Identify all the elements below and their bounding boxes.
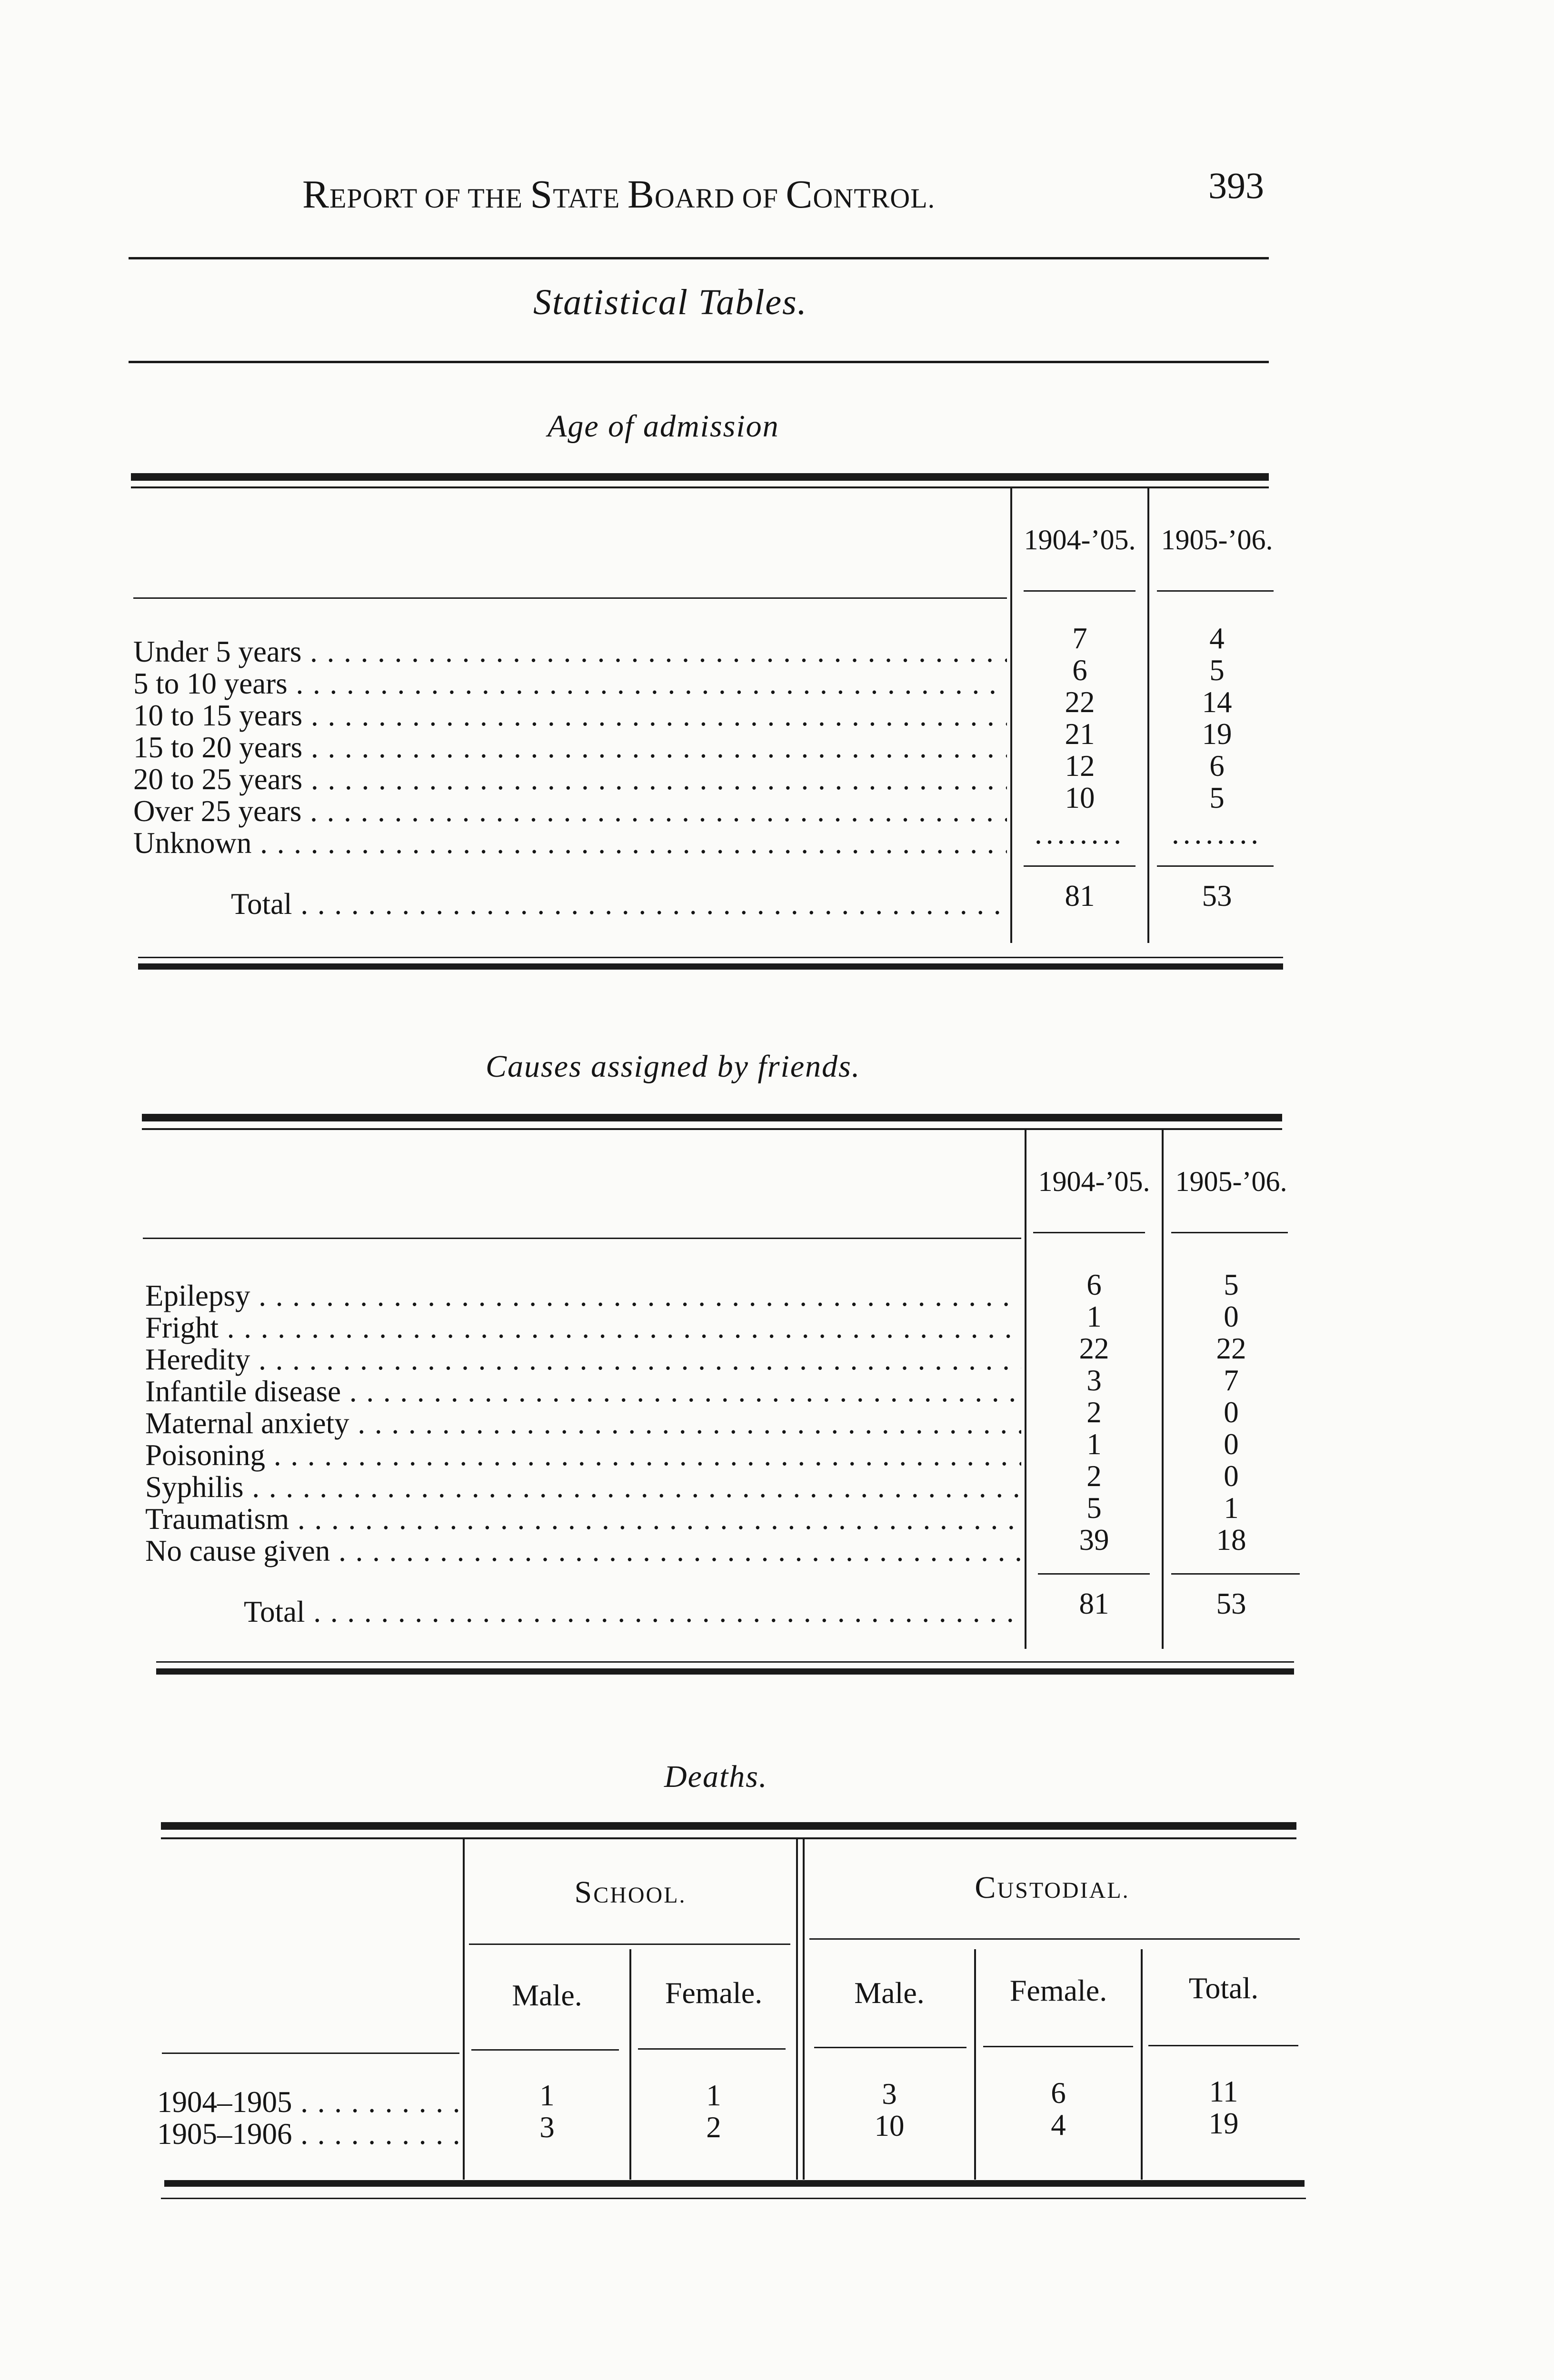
deaths-row-value: 3 xyxy=(539,2111,555,2144)
deaths-row-label: 1905–1906 . . . xyxy=(157,2118,462,2152)
causes-row-v2: 7 xyxy=(1224,1364,1239,1397)
deaths-group-custodial xyxy=(805,1870,1300,1906)
age-total-rule-c1 xyxy=(1024,865,1136,867)
deaths-row-label: 1904–1905 . . . xyxy=(157,2086,462,2120)
age-total-rule-c2 xyxy=(1157,865,1274,867)
age-row-label: 15 to 20 years . . . xyxy=(133,731,1007,765)
deaths-row-value: 2 xyxy=(706,2111,721,2144)
age-row-v1: 22 xyxy=(1065,685,1095,719)
causes-row-label: Fright . . . xyxy=(145,1311,1021,1346)
deaths-col-school-female: Female. xyxy=(665,1976,763,2010)
school-rest: CHOOL. xyxy=(593,1883,687,1908)
deaths-col-cust-female: Female. xyxy=(1009,1973,1107,2007)
causes-row-v2: 22 xyxy=(1216,1332,1246,1365)
deaths-row-value: 6 xyxy=(1051,2076,1066,2110)
age-table-bottom-thin xyxy=(138,957,1283,958)
header-initial-r: R xyxy=(302,172,330,217)
deaths-table-bottom-thin xyxy=(161,2198,1306,2199)
age-row-v2: 14 xyxy=(1202,685,1232,719)
deaths-table-rule-thin xyxy=(161,1837,1296,1839)
causes-total-v2: 53 xyxy=(1216,1587,1246,1620)
age-row-v2: 19 xyxy=(1202,717,1232,751)
causes-table-rule-thin xyxy=(142,1128,1282,1130)
age-total-label: Total . . . xyxy=(231,888,1007,922)
causes-row-label: Syphilis . . . xyxy=(145,1471,1021,1505)
deaths-custodial-under-rule xyxy=(809,1938,1300,1940)
causes-row-v1: 2 xyxy=(1086,1396,1102,1429)
deaths-school-under-rule xyxy=(469,1944,790,1945)
causes-row-label: Heredity . . . xyxy=(145,1343,1021,1378)
causes-row-label: Epilepsy . . . xyxy=(145,1279,1021,1314)
custodial-rest: USTODIAL. xyxy=(997,1878,1130,1903)
causes-total-label: Total . . . xyxy=(244,1596,1021,1630)
age-col-1905: 1905-’06. xyxy=(1161,524,1273,555)
deaths-row-value: 3 xyxy=(882,2077,897,2111)
causes-table-rule-thick xyxy=(142,1114,1282,1121)
causes-row-v1: 39 xyxy=(1079,1523,1109,1557)
age-header-rule-label xyxy=(133,597,1007,599)
deaths-group-school xyxy=(465,1874,796,1911)
causes-row-v1: 6 xyxy=(1086,1268,1102,1301)
age-row-label: Over 25 years . . . xyxy=(133,795,1007,829)
age-total-v2: 53 xyxy=(1202,879,1232,912)
age-row-v2: ........ xyxy=(1172,817,1262,850)
causes-table-bottom-thin xyxy=(156,1661,1294,1663)
header-text-tate: TATE xyxy=(553,183,628,214)
causes-row-v2: 0 xyxy=(1224,1459,1239,1493)
section-rule-top xyxy=(129,257,1269,259)
age-row-v2: 5 xyxy=(1209,781,1225,814)
header-text-ontrol: ONTROL. xyxy=(813,183,936,214)
age-row-label: Unknown . . . xyxy=(133,827,1007,861)
header-initial-b: B xyxy=(627,172,655,217)
causes-row-v2: 0 xyxy=(1224,1428,1239,1461)
causes-row-label: Infantile disease . . . xyxy=(145,1375,1021,1409)
age-row-v2: 4 xyxy=(1209,622,1225,655)
causes-row-v1: 1 xyxy=(1086,1428,1102,1461)
section-rule-bottom xyxy=(129,361,1269,363)
header-initial-s: S xyxy=(530,172,553,217)
deaths-header-rule-c2 xyxy=(638,2048,786,2050)
age-row-label: 5 to 10 years . . . xyxy=(133,667,1007,702)
age-row-v1: 7 xyxy=(1072,622,1087,655)
causes-row-label: No cause given . . . xyxy=(145,1535,1021,1569)
age-row-v1: ........ xyxy=(1035,817,1125,850)
header-text-oard: OARD OF xyxy=(654,183,786,214)
age-row-v2: 6 xyxy=(1209,749,1225,783)
causes-row-v2: 0 xyxy=(1224,1396,1239,1429)
age-row-v1: 21 xyxy=(1065,717,1095,751)
causes-row-v1: 1 xyxy=(1086,1300,1102,1333)
section-title: Statistical Tables. xyxy=(533,282,807,322)
deaths-header-rule-label xyxy=(162,2053,459,2054)
header-text-eport: EPORT OF THE xyxy=(329,183,530,214)
age-row-label: 20 to 25 years . . . xyxy=(133,763,1007,797)
causes-row-v2: 18 xyxy=(1216,1523,1246,1557)
deaths-row-value: 4 xyxy=(1051,2108,1066,2142)
causes-row-v2: 0 xyxy=(1224,1300,1239,1333)
age-row-v1: 10 xyxy=(1065,781,1095,814)
causes-total-rule-c2 xyxy=(1171,1573,1300,1575)
causes-row-v1: 22 xyxy=(1079,1332,1109,1365)
age-total-v1: 81 xyxy=(1065,879,1095,912)
age-row-label: 10 to 15 years . . . xyxy=(133,699,1007,734)
causes-row-v1: 5 xyxy=(1086,1491,1102,1525)
age-col-1904: 1904-’05. xyxy=(1024,524,1136,555)
page-number: 393 xyxy=(1208,165,1264,206)
header-initial-c: C xyxy=(786,172,813,217)
deaths-header-rule-c4 xyxy=(983,2046,1133,2047)
deaths-header-rule-c3 xyxy=(814,2047,966,2048)
age-header-rule-c2 xyxy=(1157,590,1274,592)
age-header-rule-c1 xyxy=(1024,590,1136,592)
causes-table-title: Causes assigned by friends. xyxy=(486,1049,861,1084)
causes-col-1905: 1905-’06. xyxy=(1175,1166,1287,1197)
age-row-v2: 5 xyxy=(1209,654,1225,687)
deaths-row-value: 1 xyxy=(539,2079,555,2112)
deaths-vline-double-a xyxy=(796,1839,798,2180)
causes-row-v1: 3 xyxy=(1086,1364,1102,1397)
deaths-row-value: 1 xyxy=(706,2079,721,2112)
deaths-row-value: 11 xyxy=(1209,2075,1238,2108)
causes-row-v1: 2 xyxy=(1086,1459,1102,1493)
causes-col-1904: 1904-’05. xyxy=(1038,1166,1150,1197)
causes-header-rule-label xyxy=(143,1238,1021,1239)
deaths-row-value: 10 xyxy=(874,2109,905,2142)
deaths-header-rule-c5 xyxy=(1148,2045,1298,2046)
deaths-col-cust-male: Male. xyxy=(854,1976,925,2010)
age-table-title: Age of admission xyxy=(548,409,779,444)
age-row-label: Under 5 years . . . xyxy=(133,635,1007,670)
age-row-v1: 12 xyxy=(1065,749,1095,783)
deaths-table-rule-thick xyxy=(161,1822,1296,1830)
deaths-table-bottom-thick xyxy=(164,2180,1305,2187)
causes-table-bottom-thick xyxy=(156,1668,1294,1675)
deaths-table-title: Deaths. xyxy=(664,1759,768,1794)
causes-total-rule-c1 xyxy=(1038,1573,1150,1575)
deaths-col-school-male: Male. xyxy=(512,1978,582,2012)
age-row-v1: 6 xyxy=(1072,654,1087,687)
causes-row-label: Poisoning . . . xyxy=(145,1439,1021,1473)
causes-row-v2: 5 xyxy=(1224,1268,1239,1301)
causes-row-label: Traumatism . . . xyxy=(145,1503,1021,1537)
causes-row-v2: 1 xyxy=(1224,1491,1239,1525)
school-initial: S xyxy=(574,1875,594,1910)
causes-row-label: Maternal anxiety . . . xyxy=(145,1407,1021,1441)
age-table-bottom-thick xyxy=(138,963,1283,970)
custodial-initial: C xyxy=(975,1870,997,1905)
deaths-row-value: 19 xyxy=(1208,2107,1239,2140)
causes-header-rule-c1 xyxy=(1033,1232,1145,1233)
running-header xyxy=(302,171,935,218)
age-table-rule-thin xyxy=(131,486,1269,488)
deaths-header-rule-c1 xyxy=(471,2049,619,2051)
age-table-rule-thick xyxy=(131,473,1269,481)
causes-header-rule-c2 xyxy=(1171,1232,1288,1233)
causes-total-v1: 81 xyxy=(1079,1587,1109,1620)
deaths-col-cust-total: Total. xyxy=(1188,1971,1259,2005)
